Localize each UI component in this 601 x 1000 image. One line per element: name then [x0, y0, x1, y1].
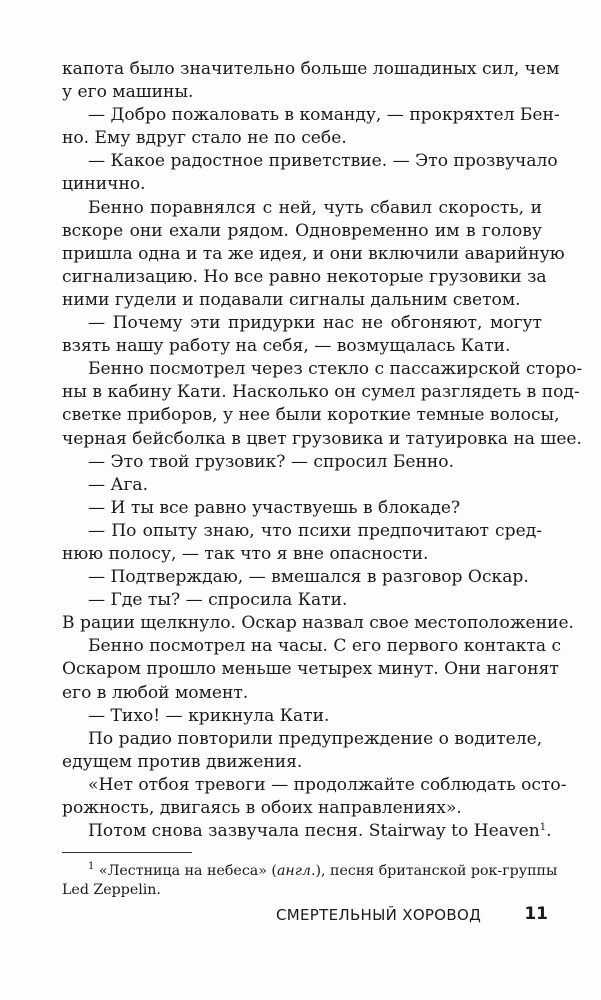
footnote-marker: 1 [88, 861, 95, 872]
running-header: СМЕРТЕЛЬНЫЙ ХОРОВОД [276, 906, 482, 924]
text-line: — Это твой грузовик? — спросил Бенно. [88, 451, 455, 472]
text-line: пришла одна и та же идея, и они включили аварийную [62, 243, 565, 264]
text-line: черная бейсболка в цвет грузовика и татуировка на шее. [62, 428, 582, 449]
text-line: его в любой момент. [62, 682, 249, 703]
text-line: у его машины. [62, 82, 194, 103]
text-line: — Где ты? — спросила Кати. [88, 590, 348, 611]
text-line: капота было значительно больше лошадиных сил, чем [62, 59, 560, 79]
text-line: Потом снова зазвучала песня. Stairway to Heaven [88, 821, 540, 842]
text-line: Оскаром прошло меньше четырех минут. Они нагонят [62, 659, 559, 680]
text-line: нюю полосу, — так что я вне опасности. [62, 543, 429, 564]
text-line: — Какое радостное приветствие. — Это прозвучало [88, 151, 558, 172]
text-line: — Тихо! — крикнула Кати. [88, 705, 330, 726]
footnote-ref[interactable]: 1 [539, 822, 547, 834]
text-line: цинично. [62, 174, 146, 195]
footnote-line [62, 861, 558, 881]
text-line: «Нет отбоя тревоги — продолжайте соблюдать осто- [88, 774, 567, 795]
body-text [62, 58, 583, 843]
text-line: Бенно посмотрел через стекло с пассажирской сторо- [88, 359, 583, 380]
text-line: — И ты все равно участвуешь в блокаде? [88, 497, 461, 518]
footnote-lang: англ. [276, 863, 316, 879]
text-line: Бенно поравнялся с ней, чуть сбавил скорость, и [88, 197, 542, 218]
page-number: 11 [524, 904, 548, 924]
text-line: — По опыту знаю, что психи предпочитают сред- [88, 520, 542, 541]
text-line: ны в кабину Кати. Насколько он сумел разглядеть в под- [62, 382, 580, 403]
text-line: В рации щелкнуло. Оскар назвал свое местоположение. [62, 613, 574, 634]
footnote-text: ), песня британской рок-группы [315, 863, 558, 879]
footnote-divider [62, 852, 192, 853]
text-line: ними гудели и подавали сигналы дальним светом. [62, 289, 521, 310]
text-line-with-footnote-ref: Потом снова зазвучала песня. Stairway to Heaven$^1$. [88, 821, 552, 842]
footnote-text: «Лестница на небеса» ( [98, 863, 277, 879]
text-line: взять нашу работу на себя, — возмущалась Кати. [62, 336, 511, 357]
text-line: По радио повторили предупреждение о водителе, [88, 728, 543, 749]
text-line: — Почему эти придурки нас не обгоняют, могут [88, 313, 542, 334]
text-line: сигнализацию. Но все равно некоторые грузовики за [62, 266, 547, 287]
text-line: — Добро пожаловать в команду, — прокряхтел Бен- [88, 105, 560, 126]
text-line: — Ага. [88, 474, 149, 495]
text-line: светке приборов, у нее были короткие темные волосы, [62, 405, 560, 426]
text-line: Бенно посмотрел на часы. С его первого контакта с [88, 636, 562, 657]
text-line: рожность, двигаясь в обоих направлениях». [62, 798, 462, 818]
footnote-line: Led Zeppelin. [62, 882, 161, 898]
text-line: едущем против движения. [62, 751, 303, 772]
text-line: — Подтверждаю, — вмешался в разговор Оскар. [88, 567, 529, 588]
text-line: но. Ему вдруг стало не по себе. [62, 128, 347, 149]
text-line: вскоре они ехали рядом. Одновременно им в голову [62, 220, 542, 241]
footnote [62, 861, 558, 900]
